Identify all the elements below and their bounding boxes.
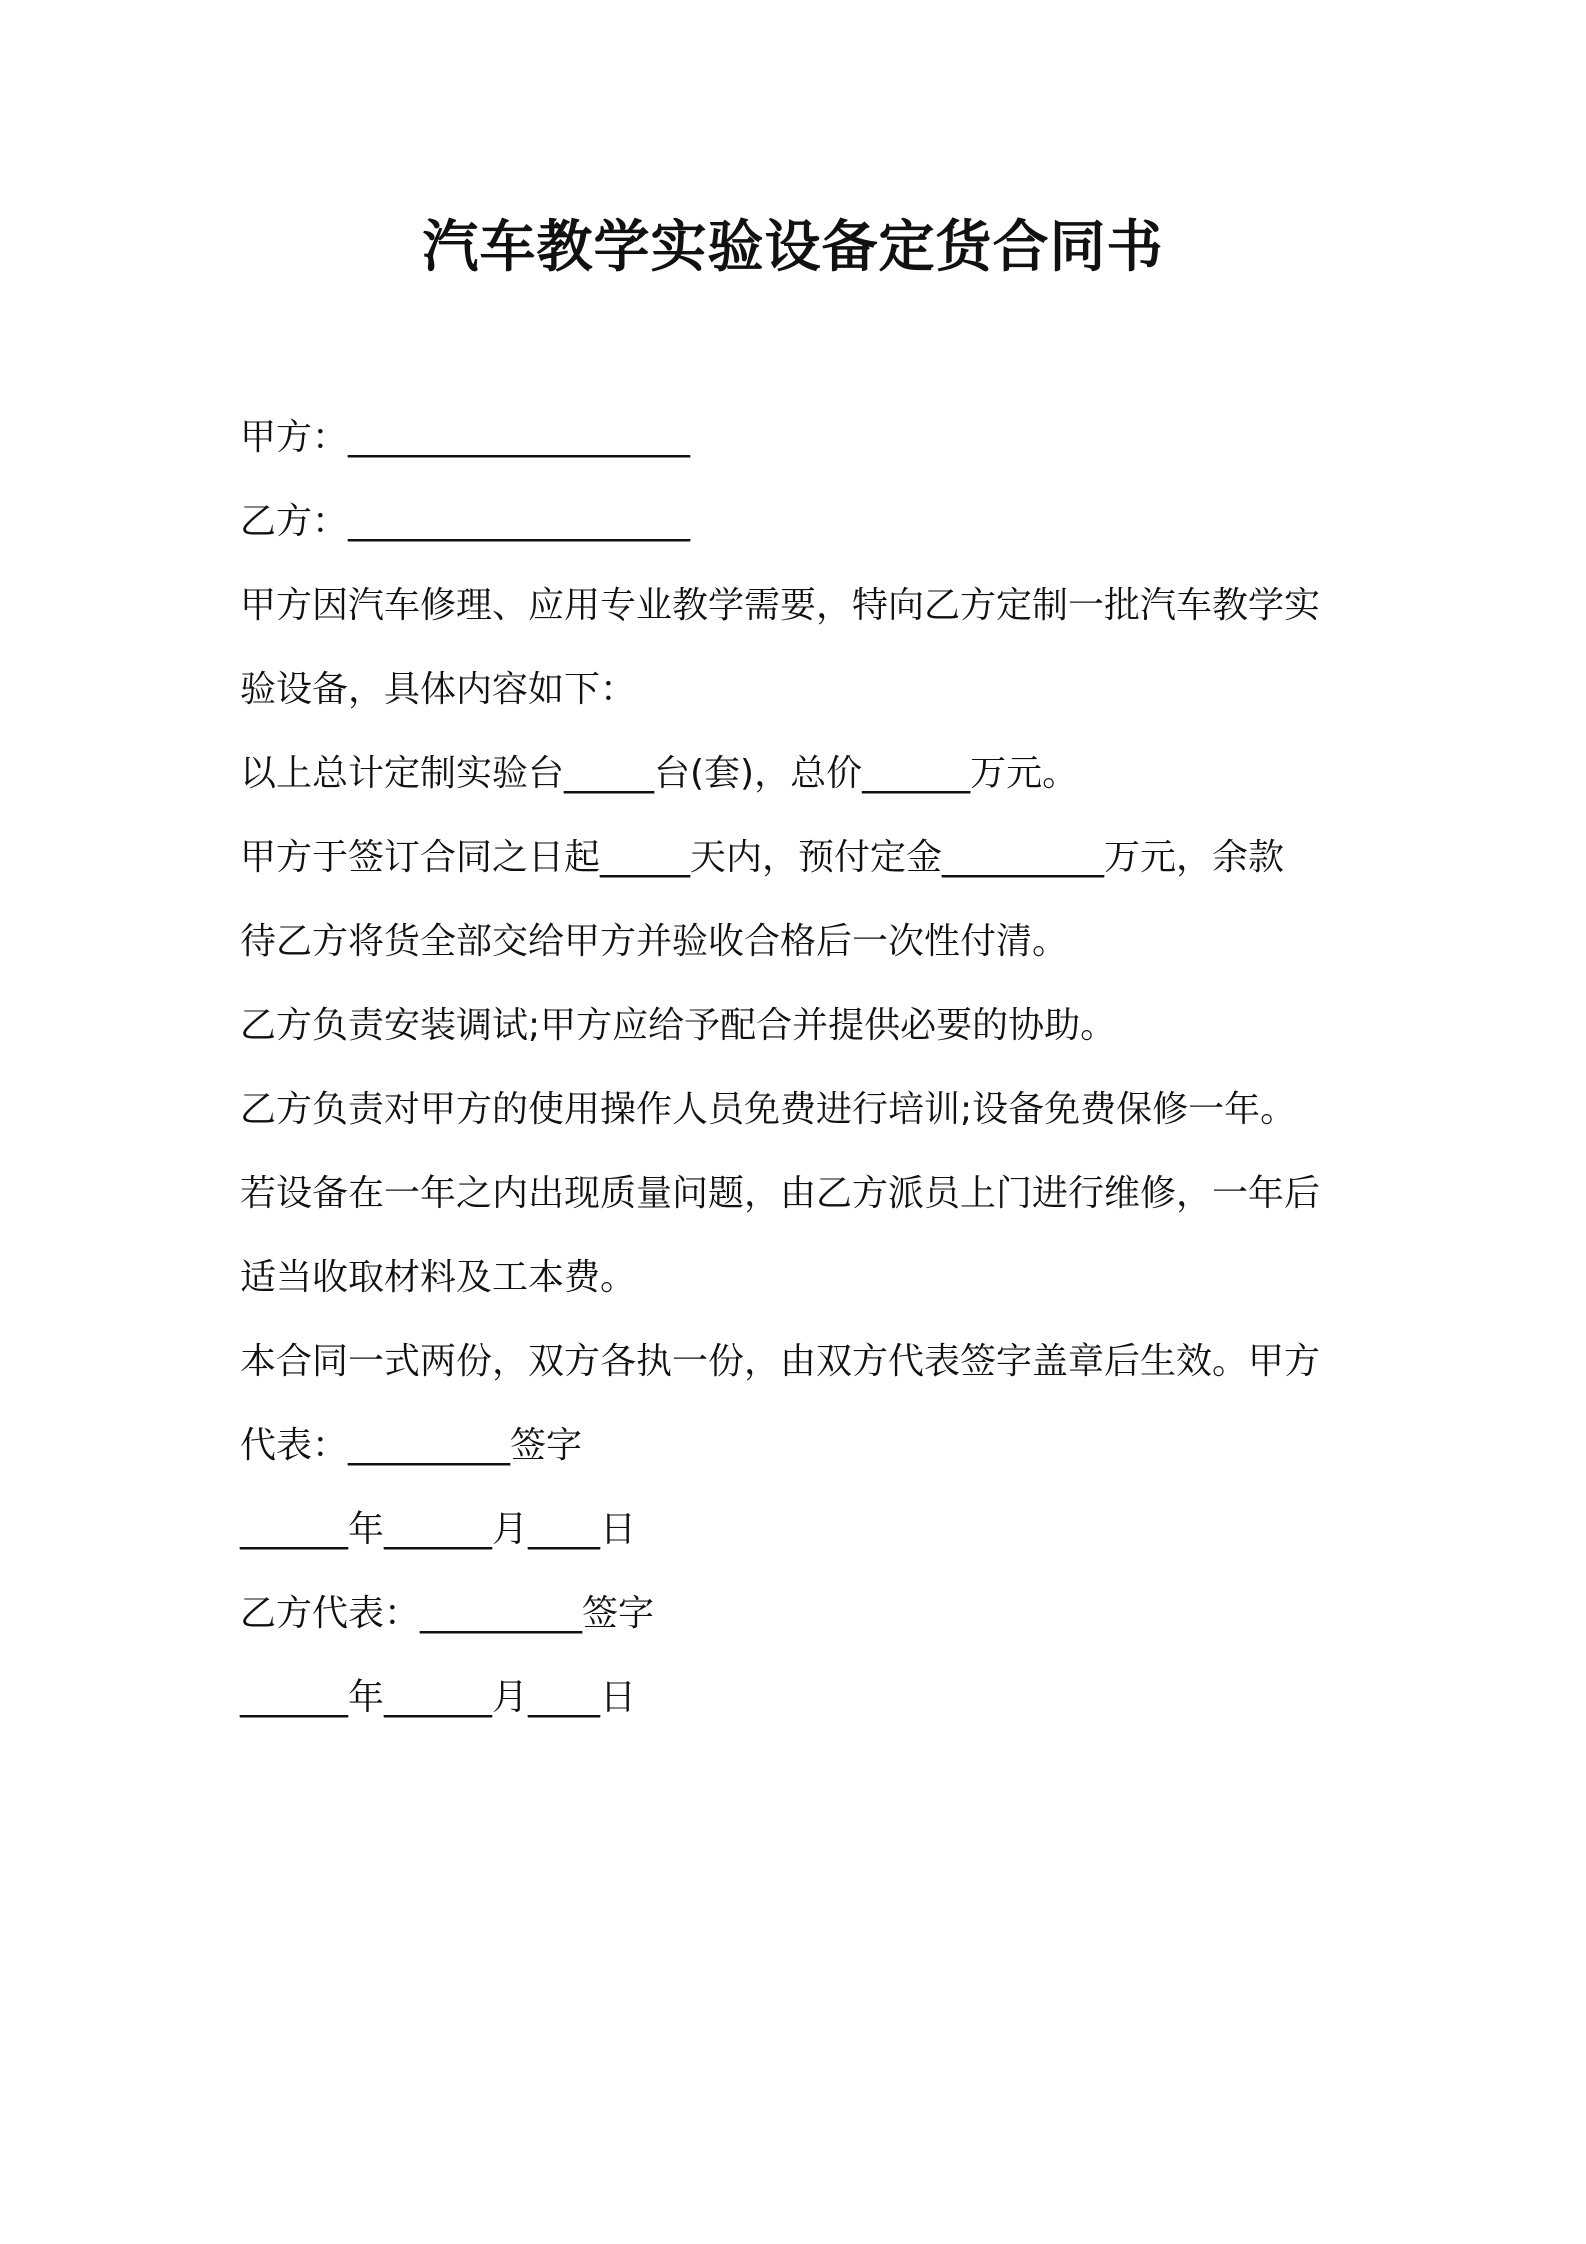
purpose-paragraph-line-1: 甲方因汽车修理、应用专业教学需要，特向乙方定制一批汽车教学实: [240, 585, 1321, 626]
party-a-date: ______年______月____日: [240, 1509, 636, 1550]
installation-clause: 乙方负责安装调试;甲方应给予配合并提供必要的协助。: [240, 1005, 1117, 1046]
party-b-line: 乙方：___________________: [240, 501, 691, 542]
document-title: 汽车教学实验设备定货合同书: [422, 215, 1164, 280]
purpose-paragraph-line-2: 验设备，具体内容如下：: [240, 669, 637, 710]
party-a-representative-signature: 代表：_________签字: [240, 1425, 583, 1466]
party-b-representative-signature: 乙方代表：_________签字: [240, 1593, 655, 1634]
party-a-line: 甲方：___________________: [240, 417, 691, 458]
training-warranty-clause: 乙方负责对甲方的使用操作人员免费进行培训;设备免费保修一年。: [240, 1089, 1297, 1130]
copies-clause-line-1: 本合同一式两份，双方各执一份，由双方代表签字盖章后生效。甲方: [240, 1341, 1321, 1382]
party-b-date: ______年______月____日: [240, 1677, 636, 1718]
total-quantity-price-line: 以上总计定制实验台_____台(套)，总价______万元。: [240, 753, 1079, 794]
payment-terms-line-2: 待乙方将货全部交给甲方并验收合格后一次性付清。: [240, 921, 1069, 962]
repair-clause-line-2: 适当收取材料及工本费。: [240, 1257, 637, 1298]
repair-clause-line-1: 若设备在一年之内出现质量问题，由乙方派员上门进行维修，一年后: [240, 1173, 1321, 1214]
payment-terms-line-1: 甲方于签订合同之日起_____天内，预付定金_________万元，余款: [240, 837, 1285, 878]
contract-body: [240, 396, 1360, 1740]
